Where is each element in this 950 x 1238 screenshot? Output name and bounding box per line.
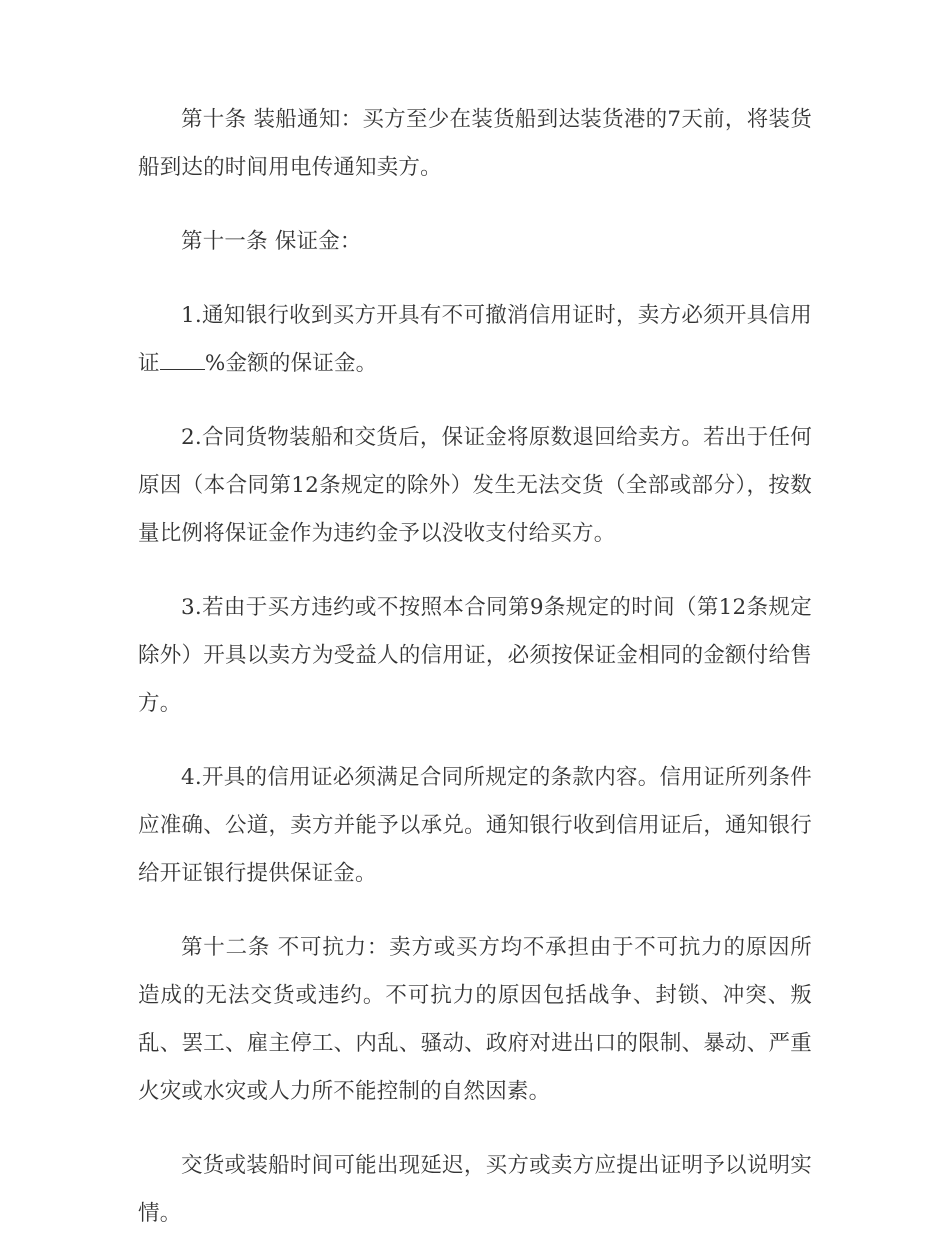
paragraph-clause-11-item-4: 4.开具的信用证必须满足合同所规定的条款内容。信用证所列条件应准确、公道，卖方并能予以承兑。通知银行收到信用证后，通知银行给开证银行提供保证金。 xyxy=(138,765,812,886)
clause-11-item-1-text-after: %金额的保证金。 xyxy=(204,351,378,376)
clause-11-item-1-text-before: 1.通知银行收到买方开具有不可撤消信用证时，卖方必须开具信用证 xyxy=(138,303,812,376)
deposit-percentage-blank[interactable] xyxy=(160,369,205,370)
paragraph-clause-11-heading: 第十一条 保证金： xyxy=(181,229,362,254)
paragraph-clause-11-item-2: 2.合同货物装船和交货后，保证金将原数退回给卖方。若出于任何原因（本合同第12条规定的除外）发生无法交货（全部或部分），按数量比例将保证金作为违约金予以没收支付给买方。 xyxy=(138,425,812,546)
paragraph-clause-11-item-3: 3.若由于买方违约或不按照本合同第9条规定的时间（第12条规定除外）开具以卖方为受益人的信用证，必须按保证金相同的金额付给售方。 xyxy=(138,595,812,716)
document-body xyxy=(138,96,812,1238)
paragraph-clause-11-item-1 xyxy=(138,292,812,388)
paragraph-clause-12-note: 交货或装船时间可能出现延迟，买方或卖方应提出证明予以说明实情。 xyxy=(138,1153,812,1226)
paragraph-clause-12: 第十二条 不可抗力：卖方或买方均不承担由于不可抗力的原因所造成的无法交货或违约。不可抗力的原因包括战争、封锁、冲突、叛乱、罢工、雇主停工、内乱、骚动、政府对进出口的限制、暴动、严重火灾或水灾或人力所不能控制的自然因素。 xyxy=(138,935,812,1104)
paragraph-clause-10: 第十条 装船通知：买方至少在装货船到达装货港的7天前，将装货船到达的时间用电传通知卖方。 xyxy=(138,107,812,180)
